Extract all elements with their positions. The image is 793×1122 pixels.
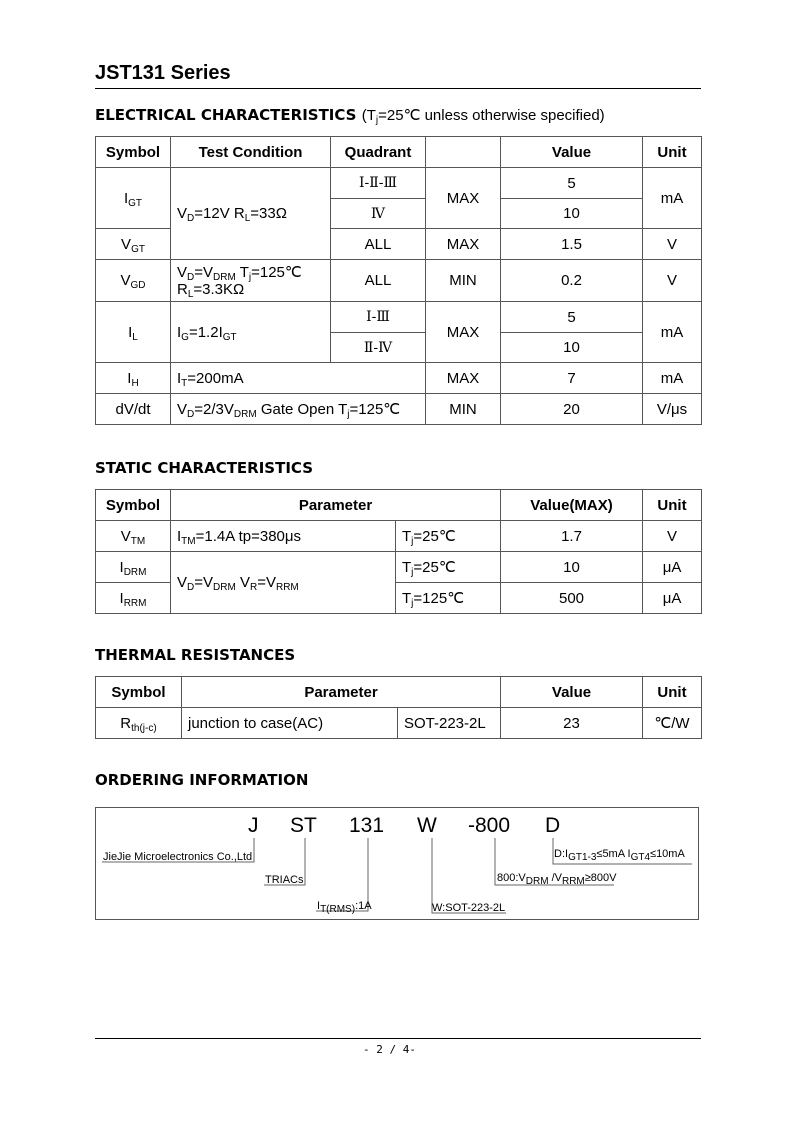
header-value: Value — [501, 137, 643, 168]
vgd-limit: MIN — [426, 260, 501, 302]
igt-value-b: 10 — [501, 199, 643, 229]
idrm-param: $V_D=V_{DRM}$ $V_R=V_{RRM}$ — [171, 552, 396, 614]
idrm-temp: $T_j=25℃$ — [396, 552, 501, 583]
vgd-unit: V — [643, 260, 702, 302]
vgt-value: 1.5 — [501, 229, 643, 260]
vgt-symbol: $V_{GT}$ — [96, 229, 171, 260]
rth-symbol: $R_{th(j-c)}$ — [96, 708, 182, 739]
igt-symbol: $I_{GT}$ — [96, 168, 171, 229]
irrm-symbol: $I_{RRM}$ — [96, 583, 171, 614]
rth-unit: ℃/W — [643, 708, 702, 739]
header-quadrant: Quadrant — [331, 137, 426, 168]
electrical-table — [95, 136, 702, 425]
dvdt-value: 20 — [501, 394, 643, 425]
il-unit: mA — [643, 302, 702, 363]
rth-package: SOT-223-2L — [398, 708, 501, 739]
igt-limit: MAX — [426, 168, 501, 229]
il-quadrant-a: Ⅰ-Ⅲ — [331, 302, 426, 333]
static-header-symbol: Symbol — [96, 490, 171, 521]
thermal-table — [95, 676, 702, 739]
code-131: 131 — [349, 814, 385, 837]
ih-unit: mA — [643, 363, 702, 394]
ih-limit: MAX — [426, 363, 501, 394]
ordering-leader-lines — [96, 808, 698, 919]
vtm-param: $I_{TM}=1.4A$ tp=380μs — [171, 521, 396, 552]
code-800: -800 — [468, 814, 511, 837]
igt-condition: $V_D=12V$ $R_L=33\Omega$ — [171, 168, 331, 260]
idrm-value: 10 — [501, 552, 643, 583]
vgt-quadrant: ALL — [331, 229, 426, 260]
header-test-condition: Test Condition — [171, 137, 331, 168]
thermal-heading: THERMAL RESISTANCES — [95, 646, 296, 664]
document-title: JST131 Series — [95, 62, 231, 84]
vgt-unit: V — [643, 229, 702, 260]
il-limit: MAX — [426, 302, 501, 363]
igt-quadrant-b: Ⅳ — [331, 199, 426, 229]
irrm-unit: μA — [643, 583, 702, 614]
code-w: W — [417, 814, 437, 837]
code-st: ST — [290, 814, 317, 837]
ordering-heading: ORDERING INFORMATION — [95, 771, 309, 789]
label-gate: $D:I_{GT1-3}\le 5mA$ $I_{GT4}\le 10mA$ — [554, 848, 685, 863]
thermal-header-value: Value — [501, 677, 643, 708]
label-current: $I_{T(RMS)}:1A$ — [317, 900, 372, 915]
code-d: D — [545, 814, 561, 837]
static-header-value: Value(MAX) — [501, 490, 643, 521]
ordering-diagram — [95, 807, 699, 920]
page-number: - 2 / 4- — [363, 1043, 416, 1056]
idrm-symbol: $I_{DRM}$ — [96, 552, 171, 583]
static-heading: STATIC CHARACTERISTICS — [95, 459, 314, 477]
header-limit — [426, 137, 501, 168]
static-header-parameter: Parameter — [171, 490, 501, 521]
electrical-title: ELECTRICAL CHARACTERISTICS — [95, 106, 357, 124]
il-value-a: 5 — [501, 302, 643, 333]
idrm-unit: μA — [643, 552, 702, 583]
ih-symbol: $I_H$ — [96, 363, 171, 394]
electrical-heading — [95, 106, 605, 124]
dvdt-condition: $V_D=2/3V_{DRM}$ Gate Open $T_j=125℃$ — [171, 394, 426, 425]
il-condition: $I_G=1.2I_{GT}$ — [171, 302, 331, 363]
footer-rule — [95, 1038, 701, 1039]
irrm-value: 500 — [501, 583, 643, 614]
igt-unit: mA — [643, 168, 702, 229]
thermal-header-symbol: Symbol — [96, 677, 182, 708]
vtm-unit: V — [643, 521, 702, 552]
electrical-condition: ($T_j=25℃$ unless otherwise specified) — [361, 107, 605, 126]
label-voltage: $800:V_{DRM}$ $/V_{RRM}\ge 800V$ — [497, 872, 617, 887]
static-table — [95, 489, 702, 614]
il-symbol: $I_L$ — [96, 302, 171, 363]
vgd-condition: $V_D=V_{DRM}$ $T_j=125℃$ $R_L=3.3K\Omega$ — [171, 260, 331, 302]
vgd-quadrant: ALL — [331, 260, 426, 302]
label-type: TRIACs — [265, 874, 304, 886]
il-quadrant-b: Ⅱ-Ⅳ — [331, 333, 426, 363]
igt-quadrant-a: Ⅰ-Ⅱ-Ⅲ — [331, 168, 426, 199]
vtm-symbol: $V_{TM}$ — [96, 521, 171, 552]
vgd-value: 0.2 — [501, 260, 643, 302]
thermal-header-parameter: Parameter — [182, 677, 501, 708]
ih-condition: $I_T=200mA$ — [171, 363, 426, 394]
label-package: W:SOT-223-2L — [432, 902, 506, 914]
header-unit: Unit — [643, 137, 702, 168]
title-rule — [95, 88, 701, 89]
dvdt-unit: V/μs — [643, 394, 702, 425]
dvdt-limit: MIN — [426, 394, 501, 425]
header-symbol: Symbol — [96, 137, 171, 168]
label-maker: JieJie Microelectronics Co.,Ltd — [103, 851, 253, 863]
igt-value-a: 5 — [501, 168, 643, 199]
static-header-unit: Unit — [643, 490, 702, 521]
vgt-limit: MAX — [426, 229, 501, 260]
code-j: J — [248, 814, 259, 837]
vtm-value: 1.7 — [501, 521, 643, 552]
thermal-header-unit: Unit — [643, 677, 702, 708]
il-value-b: 10 — [501, 333, 643, 363]
irrm-temp: $T_j=125℃$ — [396, 583, 501, 614]
vgd-symbol: $V_{GD}$ — [96, 260, 171, 302]
rth-value: 23 — [501, 708, 643, 739]
dvdt-symbol: dV/dt — [96, 394, 171, 425]
vtm-temp: $T_j=25℃$ — [396, 521, 501, 552]
rth-param: junction to case(AC) — [182, 708, 398, 739]
ih-value: 7 — [501, 363, 643, 394]
